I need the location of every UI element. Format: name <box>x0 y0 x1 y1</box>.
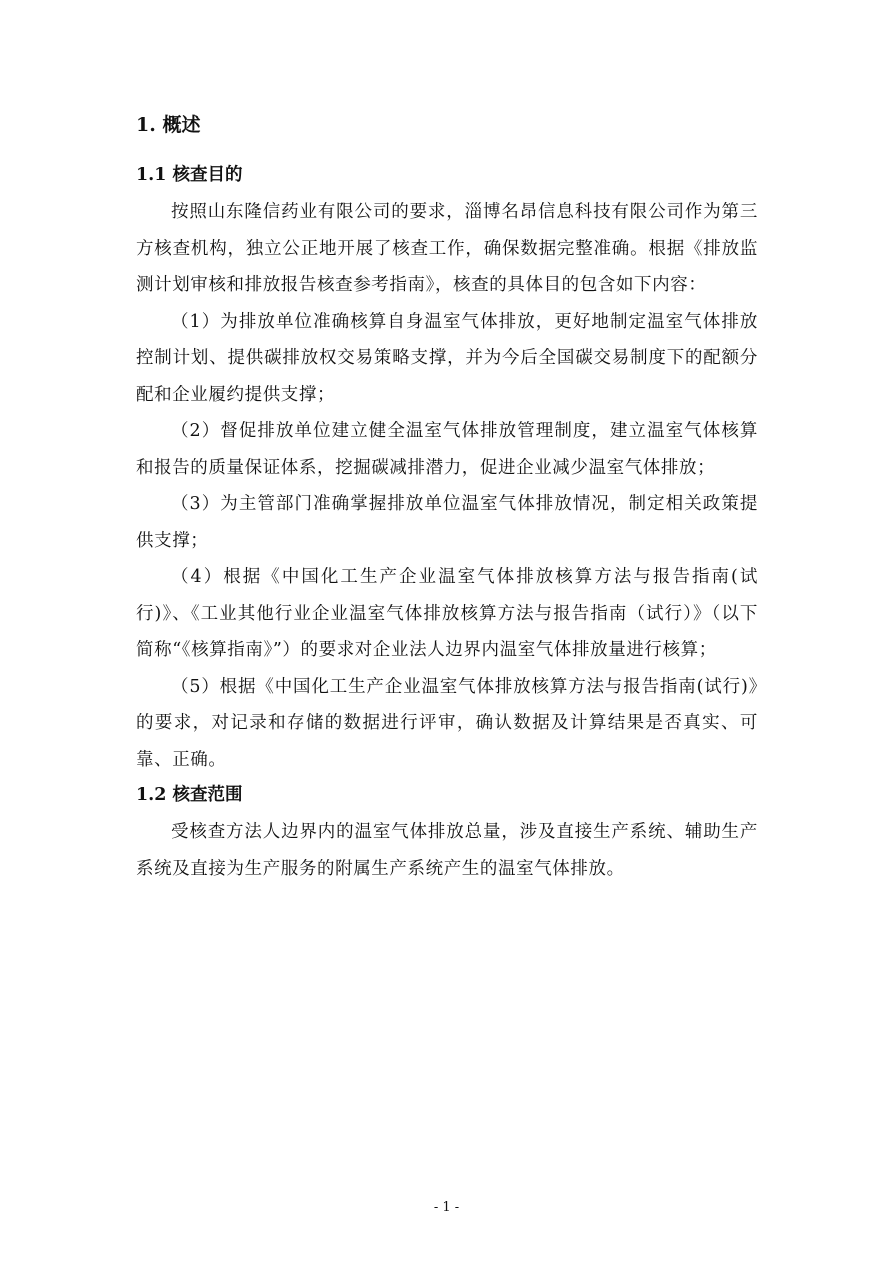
page-content <box>136 108 758 887</box>
purpose-item-5: （5）根据《中国化工生产企业温室气体排放核算方法与报告指南(试行)》的要求，对记录和存储的数据进行评审，确认数据及计算结果是否真实、可靠、正确。 <box>136 676 758 770</box>
section-heading-overview: 1. 概述 <box>136 114 201 136</box>
purpose-intro-paragraph: 按照山东隆信药业有限公司的要求，淄博名昂信息科技有限公司作为第三方核查机构，独立公正地开展了核查工作，确保数据完整准确。根据《排放监测计划审核和排放报告核查参考指南》，核查的具体目的包含如下内容： <box>136 202 758 295</box>
section-heading-purpose: 1.1 核查目的 <box>136 165 243 185</box>
purpose-item-3: （3）为主管部门准确掌握排放单位温室气体排放情况，制定相关政策提供支撑； <box>136 494 758 551</box>
purpose-item-1: （1）为排放单位准确核算自身温室气体排放，更好地制定温室气体排放控制计划、提供碳排放权交易策略支撑，并为今后全国碳交易制度下的配额分配和企业履约提供支撑； <box>136 311 758 405</box>
section-heading-scope: 1.2 核查范围 <box>136 785 243 805</box>
page-number: - 1 - <box>433 1200 460 1215</box>
scope-paragraph: 受核查方法人边界内的温室气体排放总量，涉及直接生产系统、辅助生产系统及直接为生产服务的附属生产系统产生的温室气体排放。 <box>136 822 758 879</box>
purpose-item-4: （4）根据《中国化工生产企业温室气体排放核算方法与报告指南(试行)》、《工业其他行业企业温室气体排放核算方法与报告指南（试行）》（以下简称“《核算指南》”）的要求对企业法人边界内温室气体排放量进行核算； <box>136 567 758 660</box>
purpose-item-2: （2）督促排放单位建立健全温室气体排放管理制度，建立温室气体核算和报告的质量保证体系，挖掘碳减排潜力，促进企业减少温室气体排放； <box>136 421 758 478</box>
